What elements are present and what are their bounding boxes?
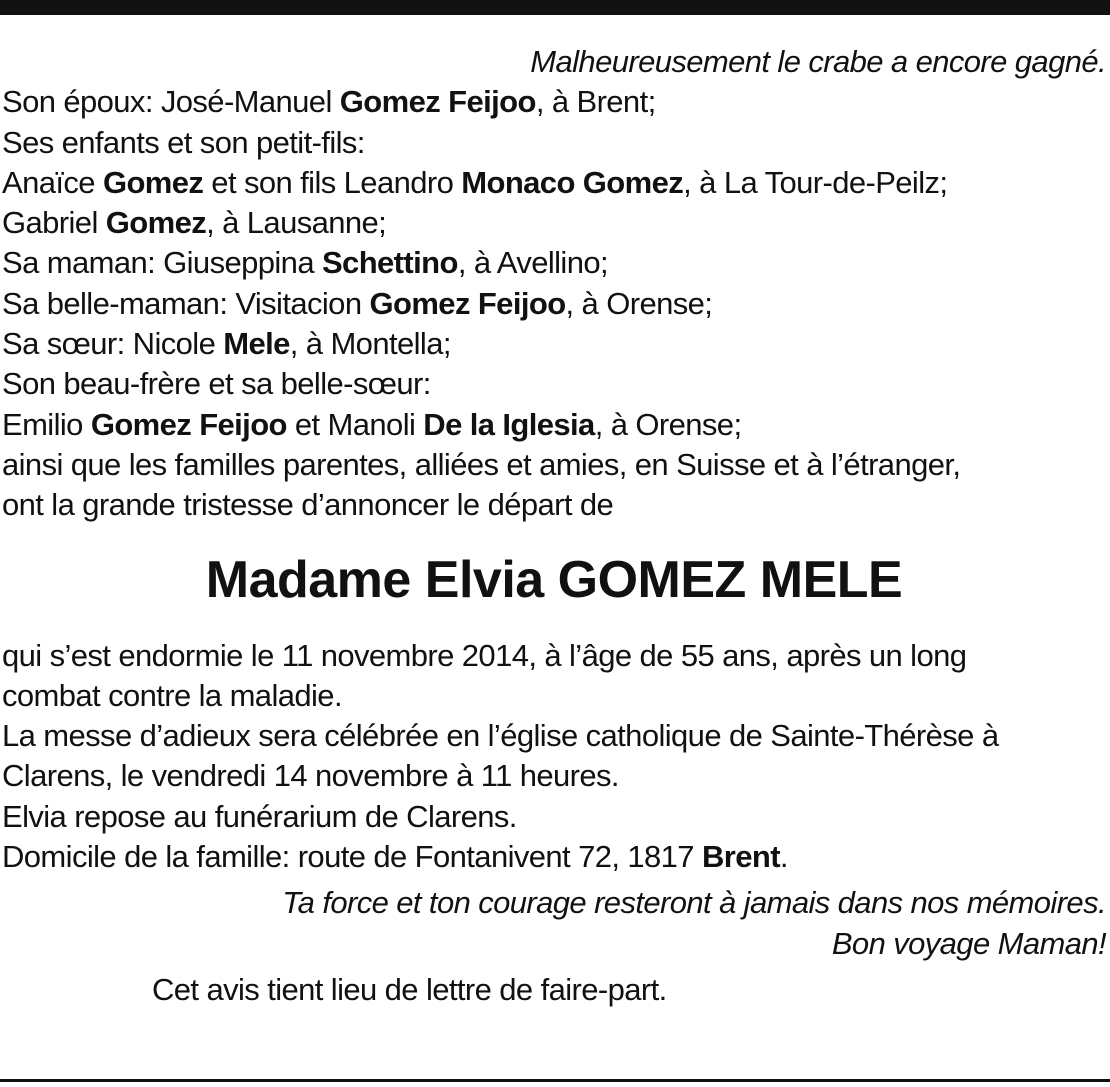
text: ainsi que les familles parentes, alliées et amies, en Suisse et à l’étranger,: [2, 446, 961, 482]
family-line-7: [2, 324, 1106, 364]
family-name: Gomez: [105, 205, 207, 241]
family-line-11: [2, 485, 1106, 525]
obituary-notice: [2, 42, 1106, 1010]
family-name: Gomez: [102, 164, 204, 200]
text: ont la grande tristesse d’annoncer le départ de: [2, 487, 614, 523]
family-line-8: [2, 364, 1106, 404]
family-line-6: [2, 284, 1106, 324]
text: Anaïce: [2, 164, 103, 200]
text: Elvia repose au funérarium de Clarens.: [2, 798, 517, 834]
footer-note: Cet avis tient lieu de lettre de faire-part.: [152, 971, 667, 1007]
closing-line-2: Bon voyage Maman!: [831, 925, 1106, 961]
family-name: Schettino: [321, 245, 458, 281]
text: qui s’est endormie le 11 novembre 2014, à l’âge de 55 ans, après un long: [2, 637, 967, 673]
family-line-10: [2, 445, 1106, 485]
deceased-name: Madame Elvia GOMEZ MELE: [205, 550, 903, 609]
detail-line-3: [2, 716, 1106, 756]
text: , à Brent;: [535, 84, 656, 120]
text: Clarens, le vendredi 14 novembre à 11 heures.: [2, 758, 619, 794]
closing-line-1: Ta force et ton courage resteront à jamais dans nos mémoires.: [282, 885, 1106, 921]
text: Sa maman: Giuseppina: [2, 245, 322, 281]
family-name: Gomez Feijoo: [90, 406, 287, 442]
text: Sa sœur: Nicole: [2, 326, 224, 362]
text: et Manoli: [286, 406, 424, 442]
family-line-3: [2, 163, 1106, 203]
family-name: Mele: [223, 326, 290, 362]
text: , à Orense;: [594, 406, 742, 442]
family-name: Monaco Gomez: [461, 164, 684, 200]
text: Gabriel: [2, 205, 106, 241]
text: , à Lausanne;: [206, 205, 387, 241]
top-rule: [0, 0, 1110, 15]
text: Sa belle-maman: Visitacion: [2, 285, 370, 321]
family-line-4: [2, 203, 1106, 243]
family-line-2: [2, 123, 1106, 163]
family-line-1: [2, 82, 1106, 122]
epigraph: Malheureusement le crabe a encore gagné.: [530, 44, 1106, 79]
text: Emilio: [2, 406, 91, 442]
bottom-rule: [0, 1079, 1110, 1082]
text: La messe d’adieux sera célébrée en l’église catholique de Sainte-Thérèse à: [2, 718, 999, 754]
text: Ses enfants et son petit-fils:: [2, 124, 365, 160]
family-line-5: [2, 243, 1106, 283]
text: , à Orense;: [565, 285, 713, 321]
detail-line-4: [2, 756, 1106, 796]
text: Son beau-frère et sa belle-sœur:: [2, 366, 431, 402]
text: .: [779, 839, 788, 875]
detail-line-5: [2, 797, 1106, 837]
family-line-9: [2, 405, 1106, 445]
text: Domicile de la famille: route de Fontanivent 72, 1817: [2, 839, 702, 875]
family-name: Gomez Feijoo: [369, 285, 566, 321]
detail-line-1: [2, 636, 1106, 676]
text: combat contre la maladie.: [2, 677, 342, 713]
family-name: Gomez Feijoo: [339, 84, 536, 120]
detail-line-2: [2, 676, 1106, 716]
text: Son époux: José-Manuel: [2, 84, 340, 120]
text: , à Montella;: [289, 326, 451, 362]
detail-line-6: [2, 837, 1106, 877]
text: , à Avellino;: [457, 245, 608, 281]
text: , à La Tour-de-Peilz;: [683, 164, 948, 200]
text: et son fils Leandro: [203, 164, 462, 200]
family-name: De la Iglesia: [423, 406, 595, 442]
town-name: Brent: [701, 839, 780, 875]
